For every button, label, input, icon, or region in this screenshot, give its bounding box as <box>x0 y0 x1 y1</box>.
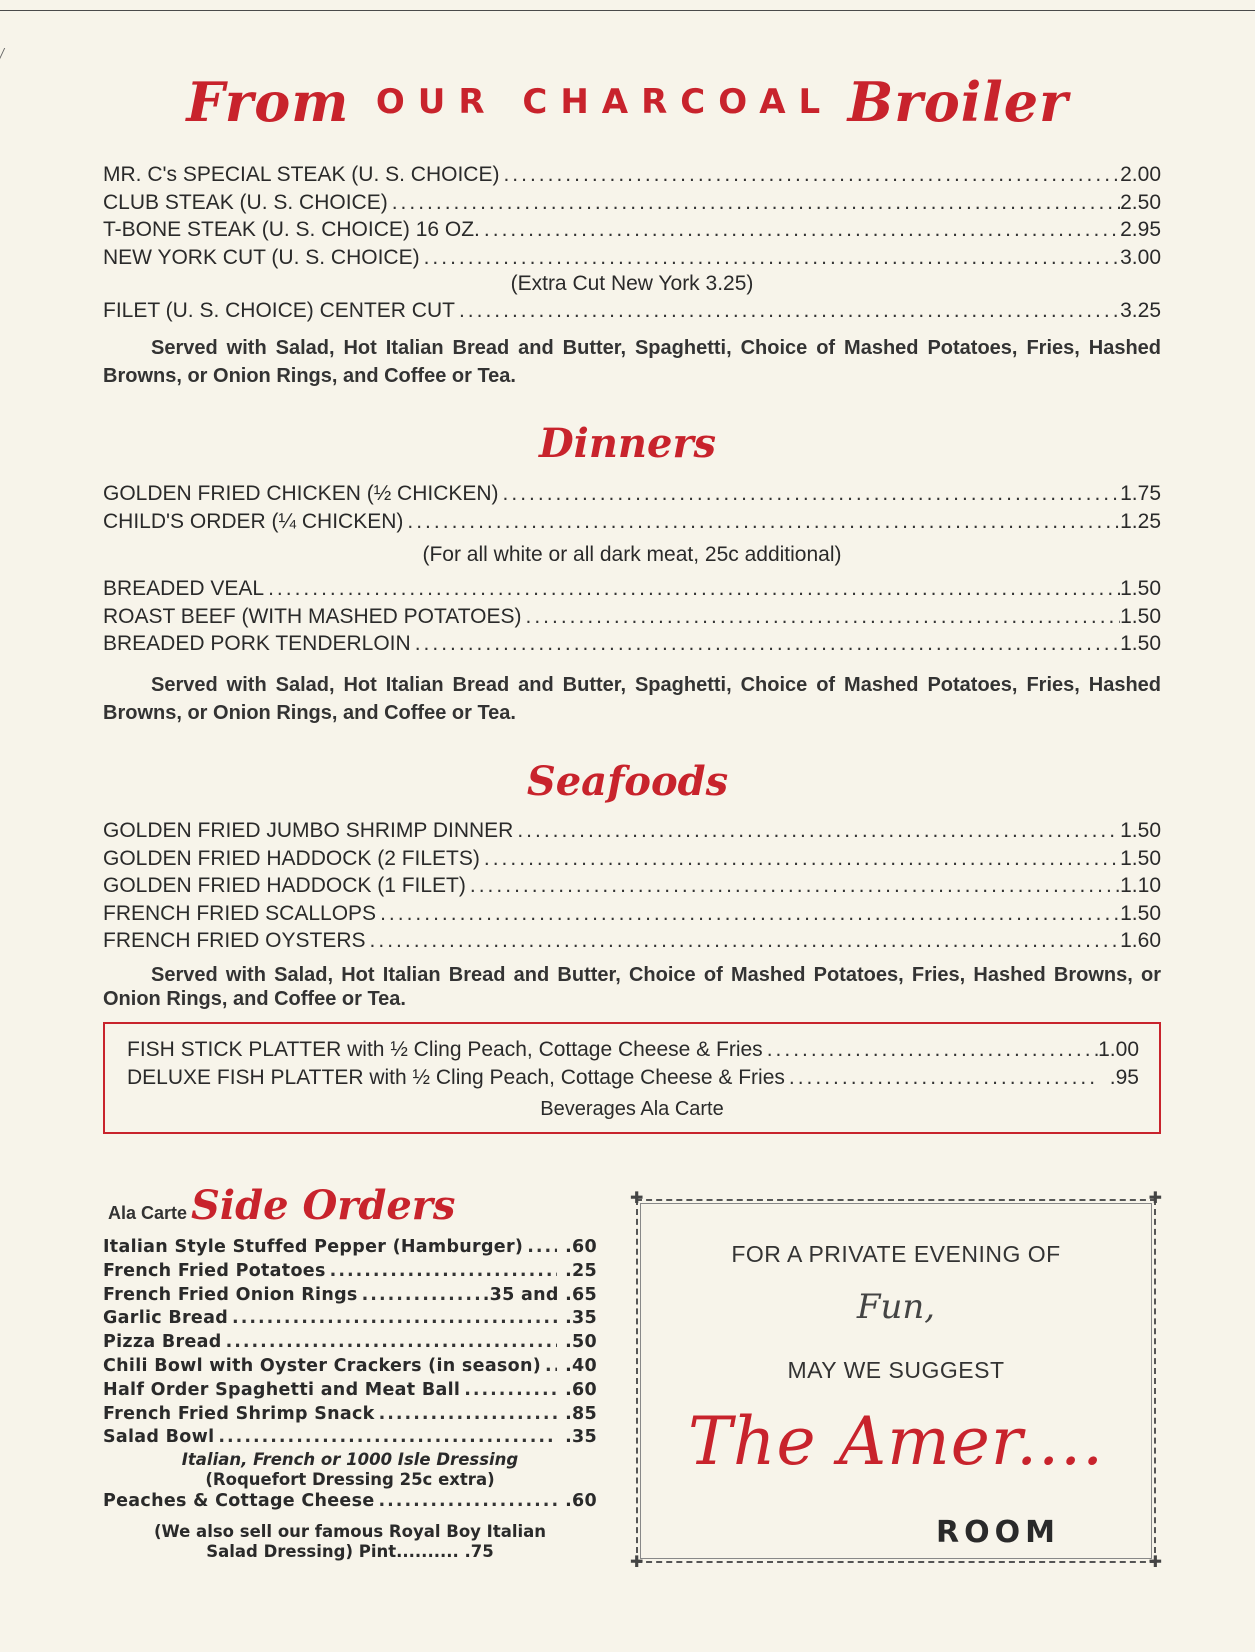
item-price: 1.00 <box>1098 1038 1139 1061</box>
menu-item <box>103 900 1161 928</box>
royal-boy-pint-note: Salad Dressing) Pint.......... .75 <box>206 1541 494 1561</box>
item-price: 2.95 <box>1120 218 1161 241</box>
item-price: .95 <box>1109 1065 1139 1089</box>
list-item <box>103 1490 597 1514</box>
extra-cut-note: (Extra Cut New York 3.25) <box>510 272 754 295</box>
item-label: DELUXE FISH PLATTER with ½ Cling Peach, Cottage Cheese & Fries <box>127 1065 785 1089</box>
leader-dots <box>466 872 1120 900</box>
menu-item <box>103 297 1161 325</box>
leader-dots <box>222 1331 557 1355</box>
item-price: 1.50 <box>1120 604 1161 628</box>
amer-room-promo <box>630 1190 1162 1571</box>
item-label: BREADED PORK TENDERLOIN <box>103 632 411 655</box>
item-label: French Fried Onion Rings <box>103 1284 358 1305</box>
item-label: NEW YORK CUT (U. S. CHOICE) <box>103 245 420 269</box>
menu-item <box>103 508 1161 536</box>
leader-dots <box>358 1284 483 1308</box>
promo-fun: Fun, <box>856 1287 936 1327</box>
item-label: Half Order Spaghetti and Meat Ball <box>103 1379 461 1400</box>
leader-dots <box>523 1236 557 1260</box>
item-price: .35 <box>565 1308 597 1329</box>
top-border-line <box>0 10 1255 11</box>
promo-room: ROOM <box>936 1515 1060 1550</box>
item-price: .60 <box>565 1379 597 1400</box>
leader-dots <box>763 1036 1098 1064</box>
list-item <box>103 1355 597 1379</box>
dinners-served-note: Served with Salad, Hot Italian Bread and Butter, Spaghetti, Choice of Mashed Potatoes, Fries, Hashed Browns, or Onion Rings, and Coffee or Tea. <box>103 674 1161 724</box>
item-label: BREADED VEAL <box>103 577 265 600</box>
leader-dots <box>480 845 1120 873</box>
item-label: FRENCH FRIED OYSTERS <box>103 929 366 952</box>
item-label: GOLDEN FRIED HADDOCK (2 FILETS) <box>103 846 480 870</box>
list-item <box>103 1403 597 1427</box>
menu-item <box>103 817 1161 845</box>
leader-dots <box>411 630 1120 658</box>
item-price: .25 <box>565 1260 597 1281</box>
menu-item <box>103 480 1161 508</box>
item-label: T-BONE STEAK (U. S. CHOICE) 16 OZ. <box>103 218 480 241</box>
leader-dots <box>785 1064 1099 1092</box>
item-label: Peaches & Cottage Cheese <box>103 1491 375 1512</box>
title-our-charcoal: OUR CHARCOAL <box>375 82 834 122</box>
dinners-list <box>103 480 1161 658</box>
seafoods-list <box>103 817 1161 955</box>
item-label: MR. C's SPECIAL STEAK (U. S. CHOICE) <box>103 163 500 186</box>
item-price: 2.50 <box>1120 190 1161 214</box>
menu-item <box>127 1036 1139 1064</box>
leader-dots <box>388 189 1120 217</box>
roquefort-note: (Roquefort Dressing 25c extra) <box>205 1470 495 1490</box>
dressing-note: Italian, French or 1000 Isle Dressing <box>181 1450 519 1470</box>
menu-item <box>103 216 1161 244</box>
item-price: 1.50 <box>1120 577 1161 600</box>
leader-dots <box>264 575 1120 603</box>
item-price: 1.50 <box>1120 632 1161 655</box>
leader-dots <box>366 927 1121 955</box>
corner-ornament-icon: ✚ <box>1148 1190 1162 1207</box>
item-label: CHILD'S ORDER (¼ CHICKEN) <box>103 509 404 533</box>
menu-item <box>103 927 1161 955</box>
ala-carte-label: Ala Carte <box>108 1203 188 1223</box>
item-label: ROAST BEEF (WITH MASHED POTATOES) <box>103 604 522 628</box>
item-price: 3.25 <box>1120 299 1161 322</box>
item-label: French Fried Shrimp Snack <box>103 1403 375 1424</box>
broiler-served-note: Served with Salad, Hot Italian Bread and Butter, Spaghetti, Choice of Mashed Potatoes, Fries, Hashed Browns, or Onion Rings, and Coffee or Tea. <box>103 337 1161 387</box>
item-price: 1.25 <box>1120 509 1161 533</box>
list-item <box>103 1260 597 1284</box>
seafoods-served-note: Served with Salad, Hot Italian Bread and Butter, Choice of Mashed Potatoes, Fries, Hashed Browns, or Onion Rings, and Coffee or Tea. <box>103 964 1161 1010</box>
item-price: 1.60 <box>1120 929 1161 952</box>
menu-item <box>103 630 1161 658</box>
item-price: .60 <box>565 1237 597 1257</box>
promo-amer-script: The Amer.... <box>687 1403 1105 1480</box>
leader-dots <box>499 480 1121 508</box>
leader-dots <box>228 1307 557 1331</box>
menu-item <box>103 244 1161 272</box>
item-label: French Fried Potatoes <box>103 1260 326 1281</box>
item-price: .85 <box>565 1403 597 1424</box>
list-item <box>103 1379 597 1403</box>
item-price: 1.50 <box>1120 901 1161 925</box>
promo-line-2: MAY WE SUGGEST <box>787 1357 1005 1383</box>
leader-dots <box>541 1355 557 1379</box>
corner-ornament-icon: ✚ <box>1148 1554 1162 1571</box>
leader-dots <box>455 297 1120 325</box>
item-label: Chili Bowl with Oyster Crackers (in season) <box>103 1355 542 1376</box>
leader-dots <box>214 1426 557 1450</box>
platters-box <box>103 1022 1161 1134</box>
title-broiler: Broiler <box>847 70 1069 134</box>
item-price: 1.50 <box>1120 846 1161 870</box>
side-orders-heading <box>108 1182 455 1229</box>
corner-mark <box>0 48 15 66</box>
royal-boy-note: (We also sell our famous Royal Boy Italian <box>153 1521 547 1541</box>
item-label: GOLDEN FRIED HADDOCK (1 FILET) <box>103 874 466 897</box>
item-price: .35 <box>565 1427 597 1448</box>
item-price: .50 <box>565 1332 597 1353</box>
corner-ornament-icon: ✚ <box>630 1190 644 1207</box>
corner-ornament-icon: ✚ <box>630 1554 644 1571</box>
broiler-list <box>103 161 1161 325</box>
side-orders-list <box>103 1236 597 1562</box>
menu-item <box>103 845 1161 873</box>
menu-item <box>103 603 1161 631</box>
item-price: 1.50 <box>1120 819 1161 842</box>
list-item <box>103 1331 597 1355</box>
item-label: Italian Style Stuffed Pepper (Hamburger) <box>103 1237 524 1257</box>
leader-dots <box>480 216 1120 244</box>
leader-dots <box>403 508 1120 536</box>
list-item <box>103 1307 597 1331</box>
menu-item <box>103 189 1161 217</box>
item-price: 1.10 <box>1120 874 1161 897</box>
item-price: 2.00 <box>1120 163 1161 186</box>
item-label: Salad Bowl <box>103 1427 215 1448</box>
dinners-note: (For all white or all dark meat, 25c additional) <box>422 543 842 566</box>
title-from: From <box>186 70 350 134</box>
leader-dots <box>375 1403 557 1427</box>
leader-dots <box>460 1379 557 1403</box>
side-orders-title: Side Orders <box>191 1182 456 1229</box>
leader-dots <box>513 817 1120 845</box>
item-label: FRENCH FRIED SCALLOPS <box>103 901 377 925</box>
list-item <box>103 1426 597 1450</box>
leader-dots <box>521 603 1120 631</box>
menu-item <box>127 1064 1139 1092</box>
platters-list <box>127 1036 1139 1091</box>
item-label: Garlic Bread <box>103 1308 229 1329</box>
leader-dots <box>375 1490 558 1514</box>
item-price: .40 <box>565 1355 597 1376</box>
list-item <box>103 1236 597 1260</box>
item-price: .60 <box>565 1491 597 1512</box>
leader-dots <box>420 244 1121 272</box>
leader-dots <box>499 161 1120 189</box>
seafoods-title: Seafoods <box>526 758 729 805</box>
item-label: CLUB STEAK (U. S. CHOICE) <box>103 190 388 214</box>
item-price: 1.75 <box>1120 482 1161 505</box>
item-label: FILET (U. S. CHOICE) CENTER CUT <box>103 299 455 322</box>
menu-item <box>103 161 1161 189</box>
promo-line-1: FOR A PRIVATE EVENING OF <box>731 1241 1061 1267</box>
leader-dots <box>326 1260 557 1284</box>
menu-item <box>103 872 1161 900</box>
item-price: 3.00 <box>1120 245 1161 269</box>
item-label: GOLDEN FRIED JUMBO SHRIMP DINNER <box>103 819 514 842</box>
list-item <box>103 1284 597 1308</box>
menu-item <box>103 575 1161 603</box>
item-label: GOLDEN FRIED CHICKEN (½ CHICKEN) <box>103 482 499 505</box>
item-price: .35 and .65 <box>482 1284 597 1305</box>
dinners-title: Dinners <box>538 420 717 467</box>
item-label: FISH STICK PLATTER with ½ Cling Peach, Cottage Cheese & Fries <box>127 1038 763 1061</box>
item-label: Pizza Bread <box>103 1332 222 1353</box>
page-title <box>0 70 1255 134</box>
leader-dots <box>376 900 1120 928</box>
beverages-note: Beverages Ala Carte <box>540 1098 724 1120</box>
